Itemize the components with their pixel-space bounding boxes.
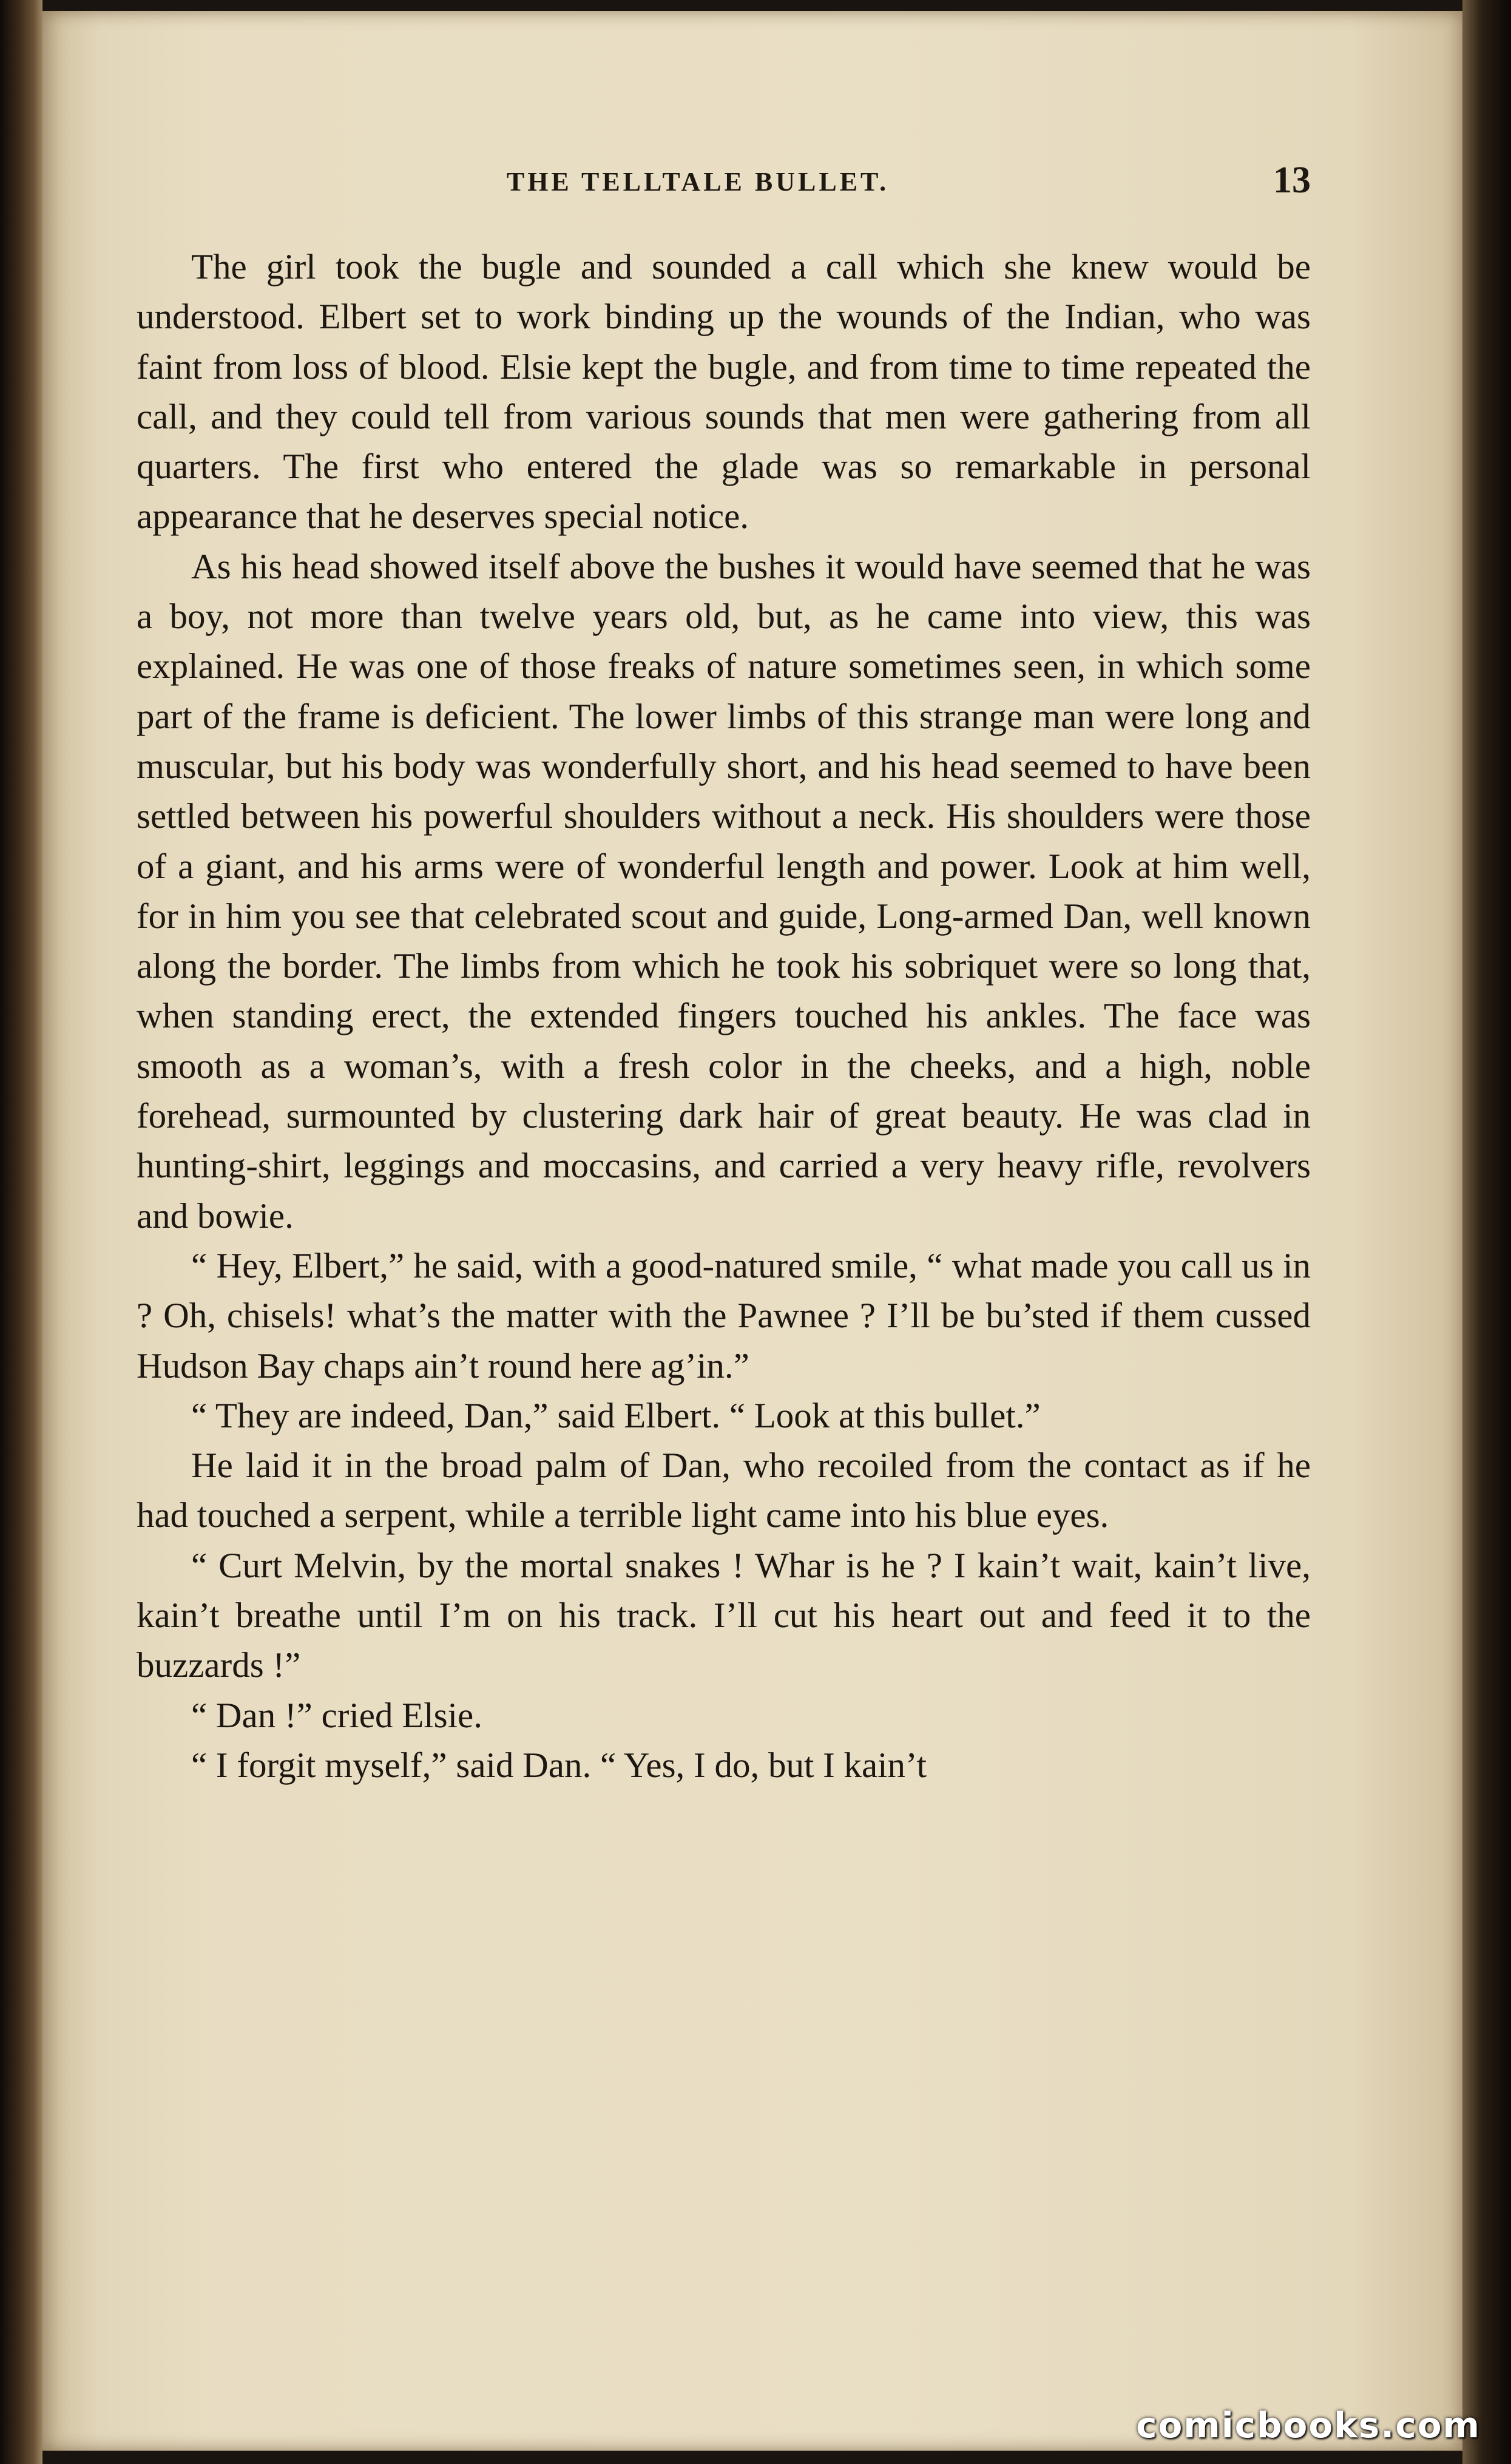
paragraph: “ Hey, Elbert,” he said, with a good-natured smile, “ what made you call us in ? Oh, chisels! what’s the matter with the Pawnee ? I’ll be bu’sted if them cussed Hudson Bay chaps ain’t round here ag’in.” xyxy=(137,1245,1311,1386)
paragraph: “ Curt Melvin, by the mortal snakes ! Whar is he ? I kain’t wait, kain’t live, kain’t breathe until I’m on his track. I’ll cut his heart out and feed it to the buzzards !” xyxy=(137,1545,1311,1685)
paragraph: The girl took the bugle and sounded a call which she knew would be understood. Elbert set to work binding up the wounds of the Indian, who was faint from loss of blood. Elsie kept the bugle, and from time to time repeated the call, and they could tell from various sounds that men were gathering from all quarters. The first who entered the glade was so remarkable in personal appearance that he deserves special notice. xyxy=(137,246,1311,536)
watermark: comicbooks.com xyxy=(1136,2405,1481,2446)
paragraph: “ They are indeed, Dan,” said Elbert. “ Look at this bullet.” xyxy=(191,1395,1041,1435)
book-spine xyxy=(0,0,42,2464)
paragraph: As his head showed itself above the bushes it would have seemed that he was a boy, not more than twelve years old, but, as he came into view, this was explained. He was one of those freaks of nature sometimes seen, in which some part of the frame is deficient. The lower limbs of this strange man were long and muscular, but his body was wonderfully short, and his head seemed to have been settled between his powerful shoulders without a neck. His shoulders were those of a giant, and his arms were of wonderful length and power. Look at him well, for in him you see that celebrated scout and guide, Long-armed Dan, well known along the border. The limbs from which he took his sobriquet were so long that, when standing erect, the extended fingers touched his ankles. The face was smooth as a woman’s, with a fresh color in the cheeks, and a high, noble forehead, surmounted by clustering dark hair of great beauty. He was clad in hunting-shirt, leggings and moccasins, and carried a very heavy rifle, revolvers and bowie. xyxy=(137,546,1311,1236)
paragraph: He laid it in the broad palm of Dan, who recoiled from the contact as if he had touched a serpent, while a terrible light came into his blue eyes. xyxy=(137,1445,1311,1535)
page-header xyxy=(91,159,1311,201)
body-text xyxy=(137,242,1311,1790)
paragraph: “ Dan !” cried Elsie. xyxy=(191,1694,482,1735)
paragraph: “ I forgit myself,” said Dan. “ Yes, I do, but I kain’t xyxy=(191,1744,927,1785)
running-title: THE TELLTALE BULLET. xyxy=(506,167,890,197)
book-edge xyxy=(1462,0,1511,2464)
page-number: 13 xyxy=(1273,160,1311,201)
